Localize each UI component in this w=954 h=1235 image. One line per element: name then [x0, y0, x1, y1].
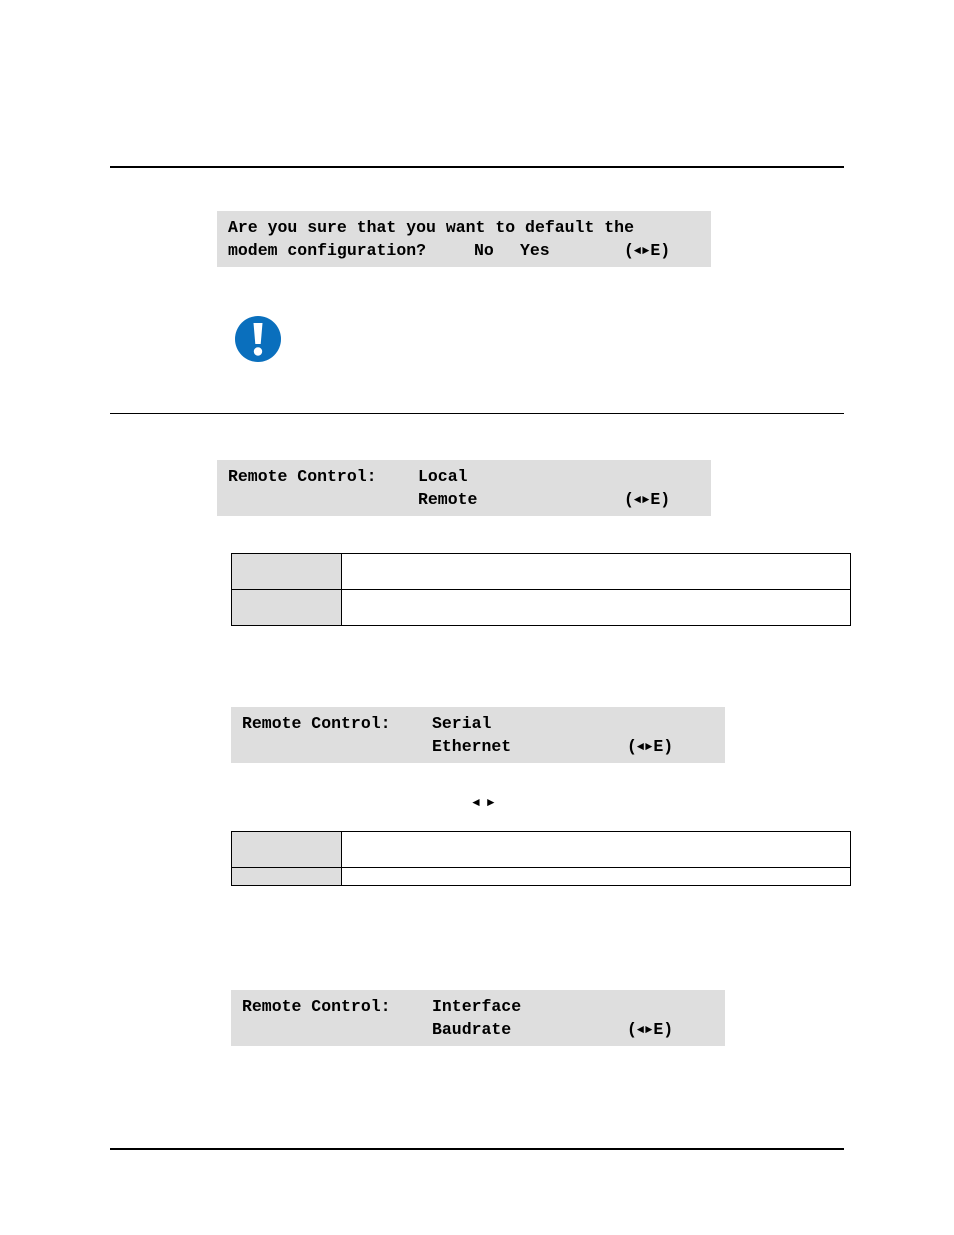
enter-key-label: E): [653, 1020, 674, 1039]
footer-rule: [110, 1148, 844, 1150]
option-baudrate[interactable]: Baudrate: [432, 1020, 512, 1039]
left-right-arrow-icon: ◄►: [633, 244, 651, 258]
section-rule: [110, 413, 844, 414]
option-interface[interactable]: Interface: [432, 997, 522, 1016]
key-hint: [624, 239, 670, 264]
lcd-line-2: [242, 735, 725, 758]
key-hint-open: (: [627, 737, 637, 756]
table-row: [232, 554, 851, 590]
remote-control-options-table: [231, 553, 851, 626]
lcd-default-config: [217, 211, 711, 267]
lcd-remote-type: [231, 707, 725, 763]
table-cell-key: [232, 554, 342, 590]
key-hint-open: (: [627, 1020, 637, 1039]
option-serial[interactable]: Serial: [432, 714, 492, 733]
lcd-line-1: [228, 216, 711, 239]
lcd-label: Remote Control:: [228, 467, 377, 486]
arrow-keys-icon: ◄►: [470, 795, 500, 809]
key-hint: [627, 735, 673, 760]
enter-key-label: E): [650, 490, 671, 509]
lcd-line-2: [228, 239, 711, 262]
lcd-line-2: [242, 1018, 725, 1041]
option-no[interactable]: No: [474, 241, 494, 260]
option-local[interactable]: Local: [418, 467, 468, 486]
lcd-line-1: [228, 465, 711, 488]
lcd-serial: [231, 990, 725, 1046]
table-cell-description: [342, 832, 851, 868]
table-cell-key: [232, 590, 342, 626]
table-cell-description: [342, 590, 851, 626]
option-remote[interactable]: Remote: [418, 490, 478, 509]
lcd-label: Remote Control:: [242, 714, 391, 733]
remote-type-options-table: [231, 831, 851, 886]
lcd-prompt-continuation: modem configuration?: [228, 241, 427, 260]
table-row: [232, 868, 851, 886]
option-ethernet[interactable]: Ethernet: [432, 737, 512, 756]
enter-key-label: E): [653, 737, 674, 756]
lcd-remote-control: [217, 460, 711, 516]
table-cell-description: [342, 868, 851, 886]
enter-key-label: E): [650, 241, 671, 260]
key-hint: [627, 1018, 673, 1043]
table-cell-key: [232, 832, 342, 868]
left-right-arrow-icon: ◄►: [636, 740, 654, 754]
key-hint-open: (: [624, 490, 634, 509]
table-row: [232, 590, 851, 626]
option-yes[interactable]: Yes: [520, 241, 550, 260]
table-row: [232, 832, 851, 868]
header-rule: [110, 166, 844, 168]
important-notice-icon: [234, 315, 282, 363]
lcd-label: Remote Control:: [242, 997, 391, 1016]
table-cell-key: [232, 868, 342, 886]
table-cell-description: [342, 554, 851, 590]
left-right-arrow-icon: ◄►: [636, 1023, 654, 1037]
lcd-line-2: [228, 488, 711, 511]
left-right-arrow-icon: ◄►: [633, 493, 651, 507]
lcd-line-1: [242, 712, 725, 735]
lcd-prompt-text: Are you sure that you want to default the: [228, 218, 634, 237]
key-hint: [624, 488, 670, 513]
lcd-line-1: [242, 995, 725, 1018]
key-hint-open: (: [624, 241, 634, 260]
